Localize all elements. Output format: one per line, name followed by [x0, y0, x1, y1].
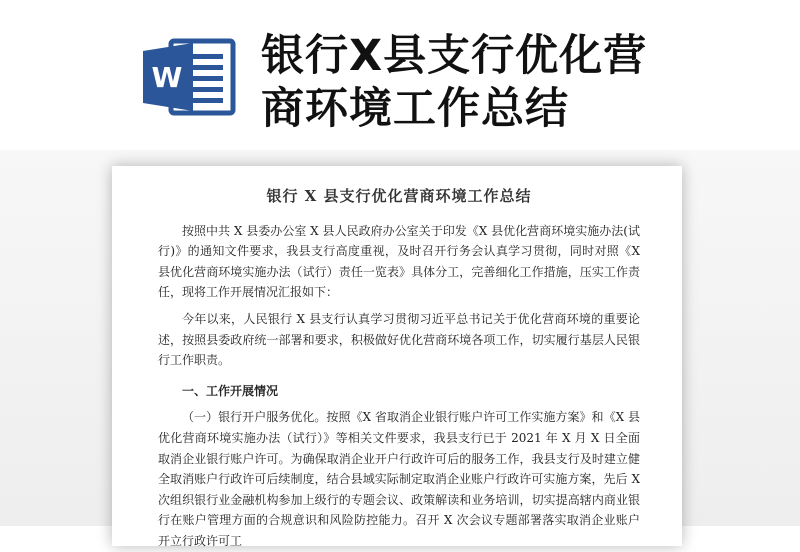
- paragraph-2: 今年以来，人民银行 X 县支行认真学习贯彻习近平总书记关于优化营商环境的重要论述，按照县委政府统一部署和要求，积极做好优化营商环境各项工作，切实履行基层人民银行工作职责。: [158, 311, 640, 368]
- page-title: [261, 30, 741, 136]
- document-page: [112, 166, 682, 546]
- document-title: 银行 X 县支行优化营商环境工作总结: [266, 187, 532, 205]
- svg-text:W: W: [151, 61, 183, 94]
- word-document-icon: [141, 37, 241, 117]
- document-content: [158, 186, 640, 552]
- paragraph-3: （一）银行开户服务优化。按照《X 省取消企业银行账户许可工作实施方案》和《X 县优化营商环境实施办法（试行）》等相关文件要求，我县支行已于 2021 年 X 月 X 日全面取消企业银行账户许可。为确保取消企业开户行政许可后的服务工作，我县支行及时建立健全取消账户行政许可后续制度，结合县域实际制定取消企业账户行政许可实施方案，先后 X 次组织银行业金融机构参加上级行的专题会议、政策解读和业务培训，切实提高辖内商业银行在账户管理方面的合规意识和风险防控能力。召开 X 次会议专题部署落实取消企业账户开立行政许可工: [158, 410, 640, 548]
- paragraph-1: 按照中共 X 县委办公室 X 县人民政府办公室关于印发《X 县优化营商环境实施办法(试行)》的通知文件要求，我县支行高度重视，及时召开行务会认真学习贯彻，同时对照《X 县优化营商环境实施办法（试行）责任一览表》具体分工，完善细化工作措施，压实工作责任，现将工作开展情况汇报如下：: [158, 223, 640, 300]
- title-line-1: 银行X县支行优化营: [261, 31, 648, 81]
- preview-header: [0, 0, 800, 150]
- title-line-2: 商环境工作总结: [261, 84, 569, 134]
- section-heading: 一、工作开展情况: [182, 383, 279, 398]
